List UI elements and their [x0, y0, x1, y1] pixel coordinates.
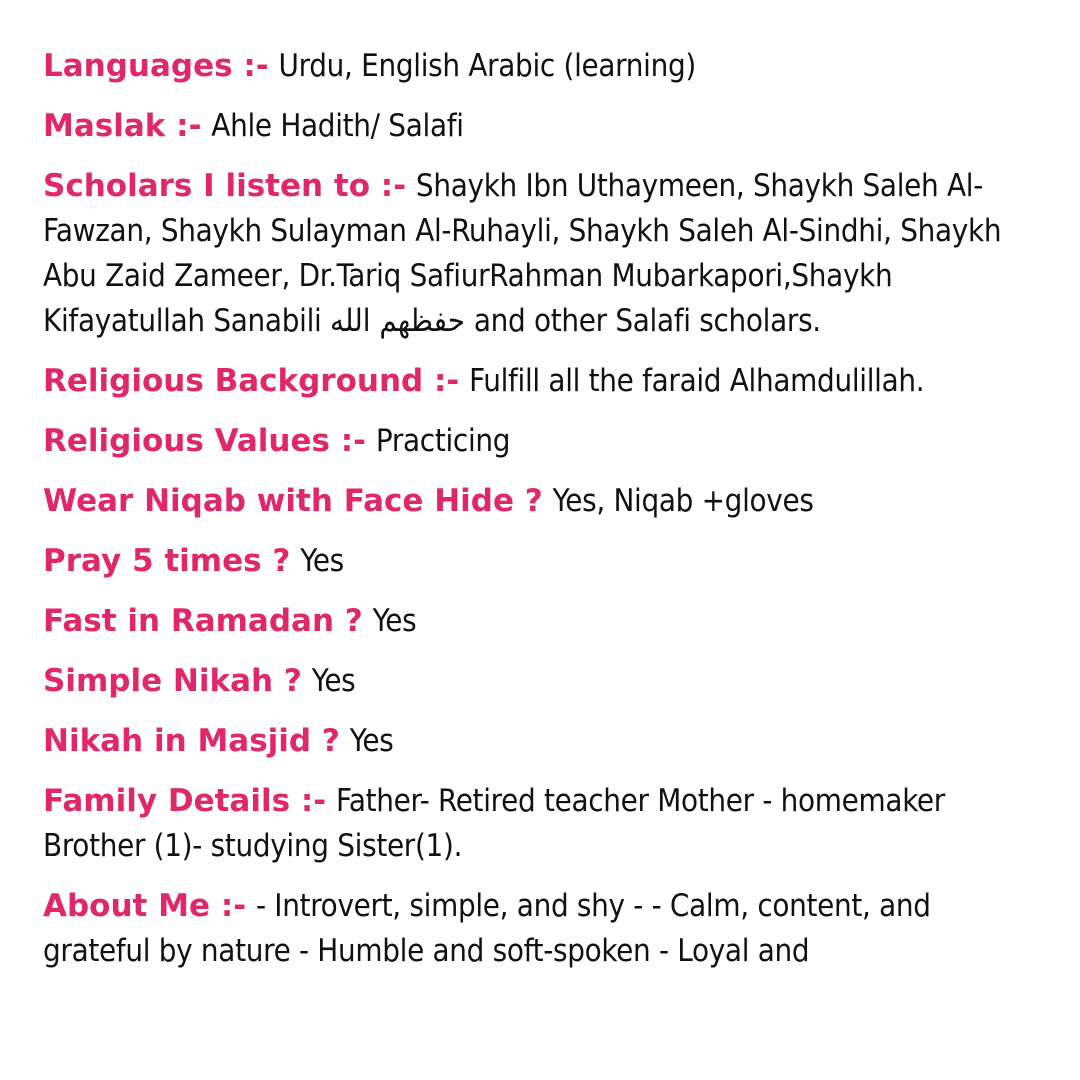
profile-details: [43, 44, 1043, 989]
value-religious-background: Fulfill all the faraid Alhamdulillah.: [469, 363, 925, 399]
value-nikah-masjid: Yes: [349, 723, 394, 759]
value-religious-values: Practicing: [375, 423, 511, 459]
value-pray: Yes: [300, 543, 344, 579]
entry-simple-nikah: [43, 659, 1043, 704]
label-religious-background: Religious Background :-: [43, 363, 460, 399]
label-family-details: Family Details :-: [43, 783, 327, 819]
label-niqab: Wear Niqab with Face Hide ?: [43, 483, 543, 519]
label-pray: Pray 5 times ?: [43, 543, 291, 579]
entry-religious-background: [43, 359, 1043, 404]
label-languages: Languages :-: [43, 48, 269, 84]
entry-niqab: [43, 479, 1043, 524]
label-fast: Fast in Ramadan ?: [43, 603, 363, 639]
entry-fast: [43, 599, 1043, 644]
label-maslak: Maslak :-: [43, 108, 202, 144]
label-nikah-masjid: Nikah in Masjid ?: [43, 723, 340, 759]
value-family-details: Father- Retired teacher Mother - homemaker Brother (1)- studying Sister(1).: [43, 783, 945, 864]
label-simple-nikah: Simple Nikah ?: [43, 663, 302, 699]
value-niqab: Yes, Niqab +gloves: [552, 483, 814, 519]
entry-maslak: [43, 104, 1043, 149]
entry-pray: [43, 539, 1043, 584]
value-simple-nikah: Yes: [311, 663, 356, 699]
value-languages: Urdu, English Arabic (learning): [278, 48, 696, 84]
value-scholars: Shaykh Ibn Uthaymeen, Shaykh Saleh Al-Fawzan, Shaykh Sulayman Al-Ruhayli, Shaykh Saleh Al-Sindhi, Shaykh Abu Zaid Zameer, Dr.Tariq SafiurRahman Mubarkapori,Shaykh Kifayatullah Sanabili حفظهم الله and other Salafi scholars.: [43, 168, 1002, 339]
entry-scholars: [43, 164, 1043, 344]
value-fast: Yes: [372, 603, 417, 639]
entry-family-details: [43, 779, 1043, 869]
label-religious-values: Religious Values :-: [43, 423, 367, 459]
entry-about-me: [43, 884, 1043, 974]
label-about-me: About Me :-: [43, 888, 247, 924]
label-scholars: Scholars I listen to :-: [43, 168, 407, 204]
entry-nikah-masjid: [43, 719, 1043, 764]
entry-religious-values: [43, 419, 1043, 464]
value-maslak: Ahle Hadith/ Salafi: [211, 108, 464, 144]
value-about-me: - Introvert, simple, and shy - - Calm, content, and grateful by nature - Humble and soft-spoken - Loyal and: [43, 888, 931, 969]
entry-languages: [43, 44, 1043, 89]
